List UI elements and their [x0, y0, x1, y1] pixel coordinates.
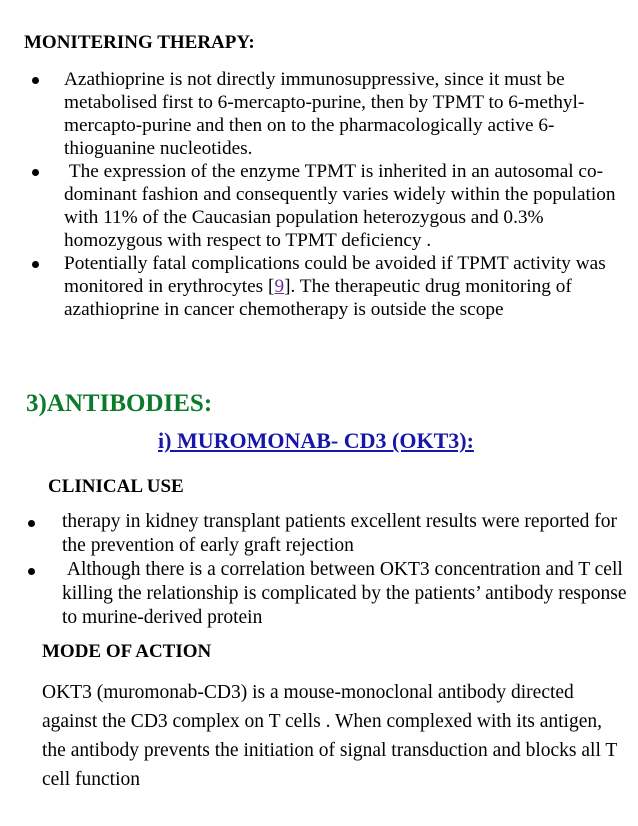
bullet-text: Azathioprine is not directly immunosuppressive, since it must be metabolised first to 6-mercapto-purine, then by TPMT to 6-methyl-mercapto-purine and then on to the pharmacologically active 6-thioguanine nucleotides.	[64, 69, 585, 159]
bullet-icon	[32, 77, 39, 84]
bullet-icon	[32, 261, 39, 268]
bullet-icon	[28, 520, 35, 527]
list-item	[28, 510, 628, 558]
mode-of-action-heading: MODE OF ACTION	[42, 641, 212, 662]
list-item	[24, 68, 624, 160]
bullet-text-after-ref: ]. The therapeutic drug monitoring of azathioprine in cancer chemotherapy is outside the scope	[64, 276, 572, 320]
monitoring-therapy-heading: MONITERING THERAPY:	[24, 32, 255, 53]
clinical-use-heading: CLINICAL USE	[48, 476, 184, 497]
bullet-text: The expression of the enzyme TPMT is inherited in an autosomal co-dominant fashion and consequently varies widely within the population with 11% of the Caucasian population heterozygous and 0.3% homozygous with respect to TPMT deficiency .	[64, 161, 626, 251]
bullet-text: Although there is a correlation between OKT3 concentration and T cell killing the relationship is complicated by the patients’ antibody response to murine-derived protein	[62, 559, 632, 628]
therapy-bullet-list	[24, 68, 624, 321]
list-item	[24, 252, 624, 321]
antibodies-section-title: 3)ANTIBODIES:	[26, 390, 213, 417]
clinical-bullet-list	[28, 510, 632, 630]
muromonab-subsection-title: i) MUROMONAB- CD3 (OKT3):	[158, 428, 474, 453]
bullet-icon	[28, 568, 35, 575]
list-item	[24, 160, 624, 252]
bullet-icon	[32, 169, 39, 176]
bullet-text: therapy in kidney transplant patients excellent results were reported for the prevention of early graft rejection	[62, 511, 618, 556]
list-item	[28, 558, 632, 630]
bullet-text-before-ref: Potentially fatal complications could be avoided if TPMT activity was monitored in erythrocytes [	[64, 253, 606, 297]
mode-of-action-paragraph: OKT3 (muromonab-CD3) is a mouse-monoclonal antibody directed against the CD3 complex on T cells . When complexed with its antigen, the antibody prevents the initiation of signal transduction and blocks all T cell function	[42, 682, 617, 790]
reference-link[interactable]: 9	[274, 276, 285, 297]
